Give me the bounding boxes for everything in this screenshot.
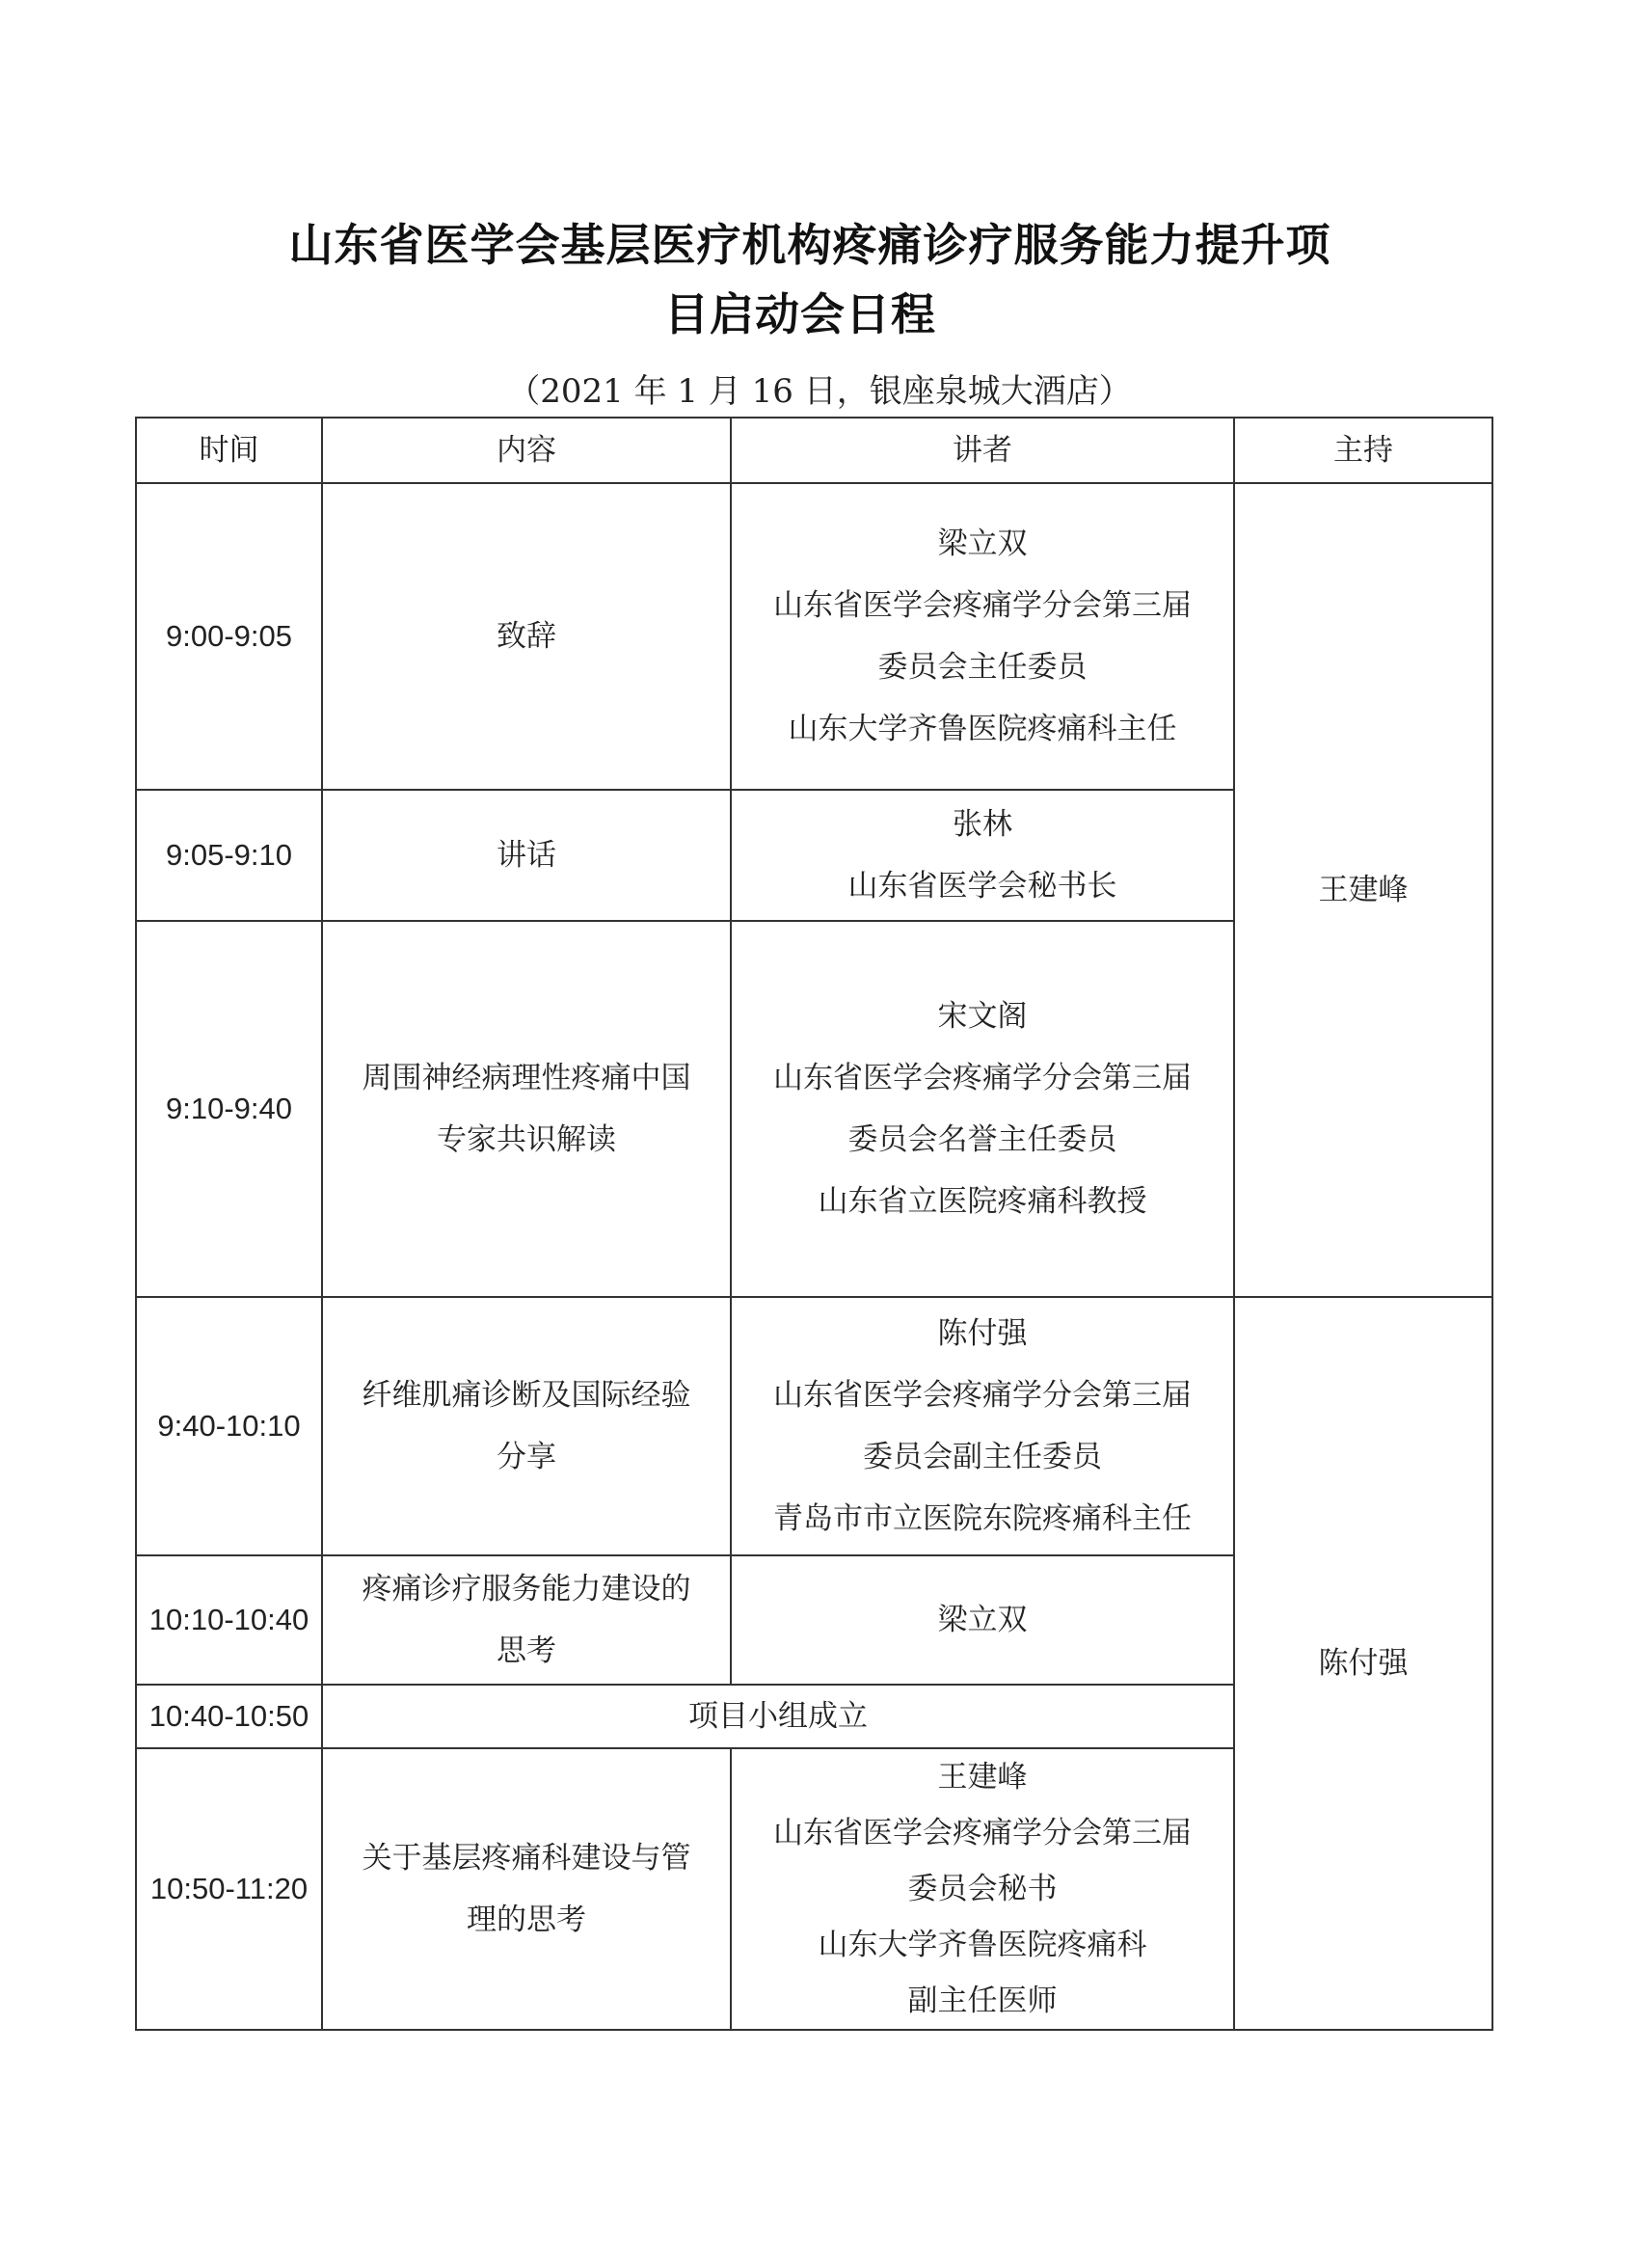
speaker-title: 山东省医学会秘书长 xyxy=(847,869,1117,904)
content-line: 讲话 xyxy=(497,838,556,873)
speaker-title: 委员会名誉主任委员 xyxy=(847,1122,1117,1157)
header-time: 时间 xyxy=(136,418,322,483)
content-line: 分享 xyxy=(497,1440,556,1474)
speaker-name: 张林 xyxy=(953,807,1012,842)
speaker-title: 山东省医学会疼痛学分会第三届 xyxy=(773,1378,1192,1413)
content-cell xyxy=(322,1748,731,2030)
speaker-title: 委员会副主任委员 xyxy=(863,1440,1102,1474)
speaker-cell xyxy=(731,1297,1234,1555)
speaker-title: 山东大学齐鲁医院疼痛科主任 xyxy=(788,712,1177,746)
content-cell xyxy=(322,921,731,1297)
speaker-name: 陈付强 xyxy=(937,1316,1028,1351)
speaker-title: 委员会秘书 xyxy=(907,1872,1058,1906)
time-cell: 9:05-9:10 xyxy=(136,790,322,921)
speaker-cell xyxy=(731,1555,1234,1685)
content-cell xyxy=(322,790,731,921)
document-title-line1: 山东省医学会基层医疗机构疼痛诊疗服务能力提升项 xyxy=(288,219,1331,271)
content-line: 疼痛诊疗服务能力建设的 xyxy=(362,1572,691,1606)
speaker-cell xyxy=(731,790,1234,921)
merged-content-cell: 项目小组成立 xyxy=(322,1685,1234,1748)
content-cell xyxy=(322,483,731,790)
time-cell: 10:50-11:20 xyxy=(136,1748,322,2030)
speaker-cell xyxy=(731,1748,1234,2030)
schedule-table xyxy=(135,417,1493,2031)
time-cell: 10:10-10:40 xyxy=(136,1555,322,1685)
time-cell: 9:40-10:10 xyxy=(136,1297,322,1555)
speaker-name: 梁立双 xyxy=(937,1603,1028,1637)
speaker-title: 山东省医学会疼痛学分会第三届 xyxy=(773,588,1192,623)
speaker-title: 山东大学齐鲁医院疼痛科 xyxy=(818,1928,1147,1962)
host-cell: 王建峰 xyxy=(1234,483,1492,1297)
header-content: 内容 xyxy=(322,418,731,483)
time-cell: 9:10-9:40 xyxy=(136,921,322,1297)
speaker-title: 山东省医学会疼痛学分会第三届 xyxy=(773,1816,1192,1850)
speaker-cell xyxy=(731,483,1234,790)
time-cell: 10:40-10:50 xyxy=(136,1685,322,1748)
speaker-name: 梁立双 xyxy=(937,526,1028,561)
document-title-line2: 目启动会日程 xyxy=(664,288,936,340)
speaker-title: 山东省医学会疼痛学分会第三届 xyxy=(773,1061,1192,1095)
content-line: 纤维肌痛诊断及国际经验 xyxy=(362,1378,691,1413)
table-row xyxy=(136,483,1492,790)
speaker-cell xyxy=(731,921,1234,1297)
speaker-name: 宋文阁 xyxy=(937,999,1028,1034)
speaker-title: 委员会主任委员 xyxy=(877,650,1088,685)
table-row xyxy=(136,1297,1492,1555)
content-line: 理的思考 xyxy=(467,1903,586,1937)
content-cell xyxy=(322,1555,731,1685)
content-line: 思考 xyxy=(497,1634,556,1668)
speaker-title: 副主任医师 xyxy=(907,1984,1058,2018)
table-header-row xyxy=(136,418,1492,483)
header-speaker: 讲者 xyxy=(731,418,1234,483)
host-cell: 陈付强 xyxy=(1234,1297,1492,2030)
content-line: 专家共识解读 xyxy=(437,1122,616,1157)
speaker-title: 青岛市市立医院东院疼痛科主任 xyxy=(773,1501,1192,1536)
content-cell xyxy=(322,1297,731,1555)
speaker-name: 王建峰 xyxy=(937,1760,1028,1795)
document-subtitle: （2021 年 1 月 16 日，银座泉城大酒店） xyxy=(507,372,1132,411)
speaker-title: 山东省立医院疼痛科教授 xyxy=(818,1184,1147,1219)
content-line: 周围神经病理性疼痛中国 xyxy=(362,1061,691,1095)
content-line: 关于基层疼痛科建设与管 xyxy=(362,1841,691,1876)
time-cell: 9:00-9:05 xyxy=(136,483,322,790)
content-line: 致辞 xyxy=(497,619,556,654)
header-host: 主持 xyxy=(1234,418,1492,483)
